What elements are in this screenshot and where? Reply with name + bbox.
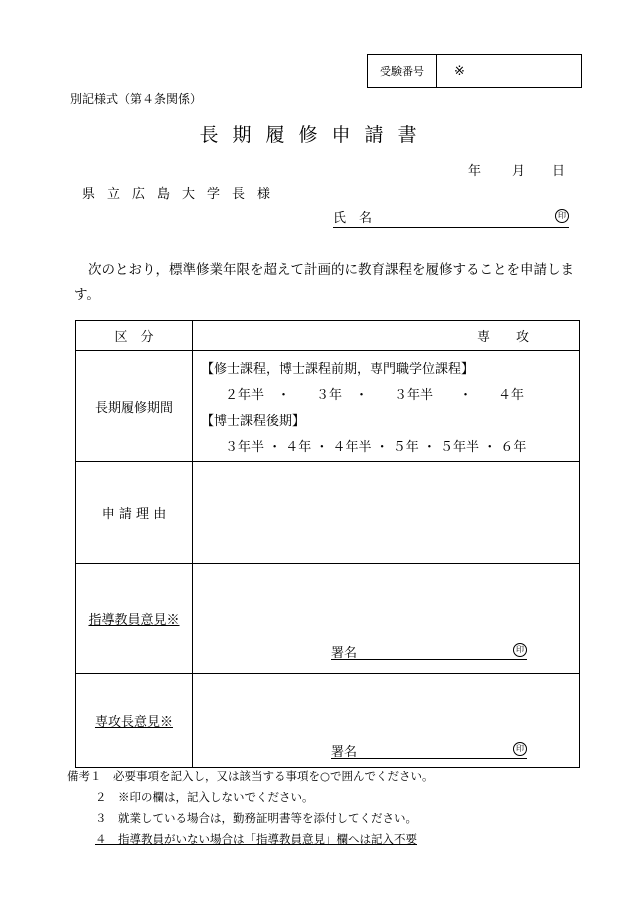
chair-seal-icon: 印: [513, 742, 527, 756]
applicant-name-field[interactable]: [333, 207, 569, 228]
form-reference: 別記様式（第４条関係）: [70, 92, 203, 106]
exam-number-mark: ※: [454, 64, 465, 79]
seal-icon: 印: [555, 209, 569, 223]
application-table: [75, 320, 580, 768]
advisor-signature-label: 署名: [331, 646, 358, 661]
date-month: 月: [512, 164, 526, 179]
masters-heading: 【修士課程，博士課程前期，専門職学位課程】: [201, 362, 475, 377]
doctoral-heading: 【博士課程後期】: [201, 414, 306, 429]
note-3: ３ 就業している場合は，勤務証明書等を添付してください。: [95, 811, 417, 825]
notes: [67, 766, 434, 850]
exam-number-box: [367, 54, 582, 88]
advisor-seal-icon: 印: [513, 643, 527, 657]
long-term-period-options: [193, 351, 580, 462]
addressee: 県立広島大学長様: [82, 187, 283, 202]
date-day: 日: [552, 164, 566, 179]
chair-signature-label: 署名: [331, 745, 358, 760]
long-term-period-label: 長期履修期間: [76, 351, 193, 462]
advisor-signature-line[interactable]: [331, 642, 527, 660]
category-header: 区 分: [76, 321, 193, 351]
chair-signature-line[interactable]: [331, 741, 527, 759]
note-2: ２ ※印の欄は，記入しないでください。: [95, 790, 314, 804]
note-4: ４ 指導教員がいない場合は「指導教員意見」欄へは記入不要: [95, 832, 417, 846]
application-reason-label: 申 請 理 由: [76, 462, 193, 564]
doctoral-options[interactable]: ３年半 ・ ４年 ・ ４年半 ・ ５年 ・ ５年半 ・ ６年: [225, 440, 527, 455]
advisor-opinion-label: 指導教員意見※: [76, 564, 193, 674]
page-title: 長期履修申請書: [199, 124, 431, 146]
date-year: 年: [468, 164, 482, 179]
request-paragraph: 次のとおり，標準修業年限を超えて計画的に教育課程を履修することを申請します。: [74, 262, 574, 303]
major-header[interactable]: 専 攻: [193, 321, 580, 351]
chair-opinion-label: 専攻長意見※: [76, 674, 193, 768]
exam-number-label: 受験番号: [368, 55, 437, 87]
name-label: 氏 名: [333, 211, 373, 226]
application-reason-field[interactable]: [193, 462, 580, 564]
masters-options[interactable]: ２年半 ・ ３年 ・ ３年半 ・ ４年: [225, 388, 525, 403]
note-1: 備考１ 必要事項を記入し，又は該当する事項を○で囲んでください。: [67, 769, 434, 783]
